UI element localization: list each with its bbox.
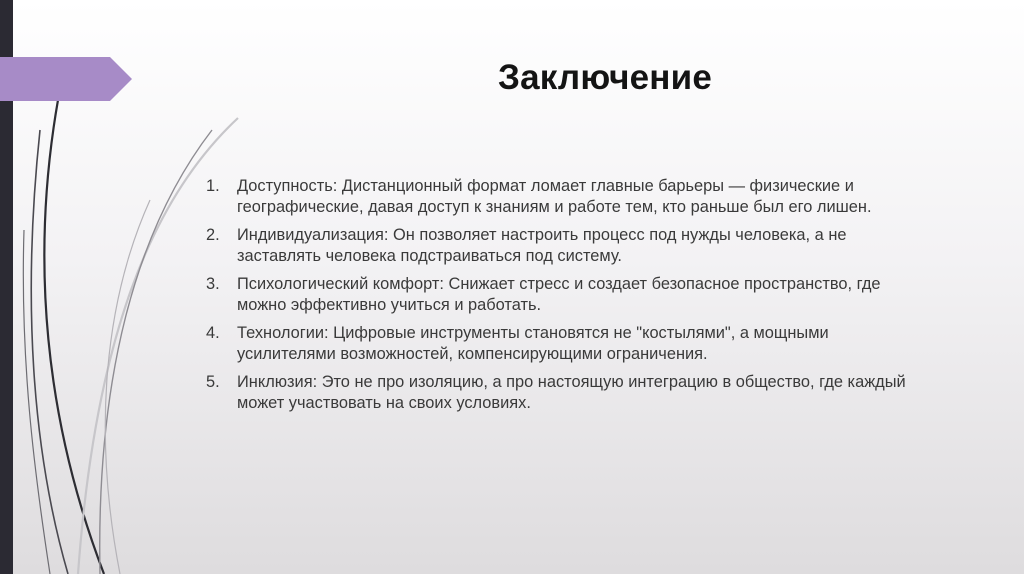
slide-title: Заключение [497, 58, 713, 97]
list-item-text: Инклюзия: Это не про изоляцию, а про настоящую интеграцию в общество, где каждый может участвовать на своих условиях. [237, 373, 906, 412]
list-item-number: 2. [206, 226, 220, 244]
list-item-text: Психологический комфорт: Снижает стресс и создает безопасное пространство, где можно эффективно учиться и работать. [237, 275, 881, 314]
list-item-number: 3. [206, 275, 220, 293]
accent-tab [0, 57, 132, 101]
list-item-text: Доступность: Дистанционный формат ломает главные барьеры — физические и географические, давая доступ к знаниям и работе тем, кто раньше был его лишен. [237, 177, 872, 216]
list-item [206, 176, 922, 217]
list-item [206, 323, 922, 364]
conclusion-list [206, 176, 922, 421]
list-item [206, 372, 922, 413]
list-item-number: 1. [206, 177, 220, 195]
curve-line [44, 100, 104, 574]
curve-line [100, 130, 212, 574]
list-item [206, 225, 922, 266]
list-item-number: 4. [206, 324, 220, 342]
list-item-number: 5. [206, 373, 220, 391]
list-item [206, 274, 922, 315]
list-item-text: Технологии: Цифровые инструменты становятся не "костылями", а мощными усилителями возможностей, компенсирующими ограничения. [237, 324, 829, 363]
list-item-text: Индивидуализация: Он позволяет настроить процесс под нужды человека, а не заставлять человека подстраиваться под систему. [237, 226, 847, 265]
